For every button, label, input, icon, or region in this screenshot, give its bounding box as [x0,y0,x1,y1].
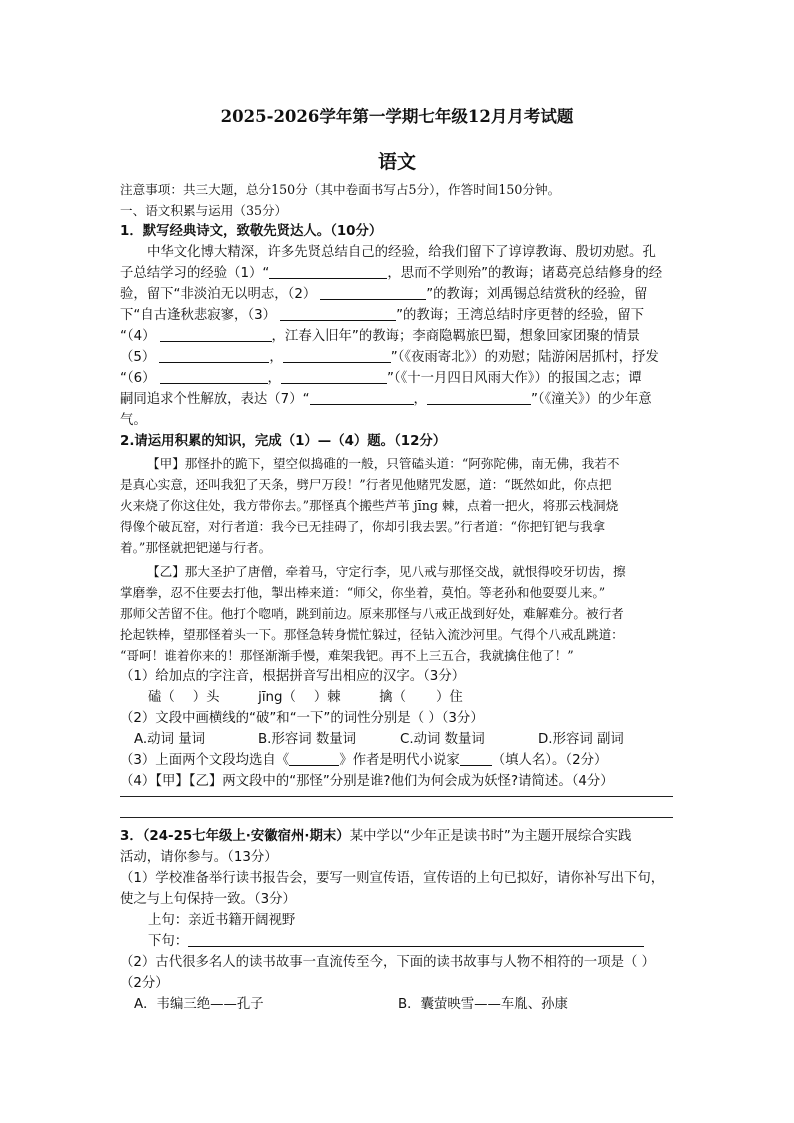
passage-yi-line: 抡起铁棒，望那怪着头一下。那怪急转身慌忙躲过，径钻入流沙河里。气得个八戒乱跳道： [120,627,624,642]
q1-stem: 1．默写经典诗文，致敬先贤达人。（10分） [120,224,383,239]
option-c[interactable]: C.动词 数量词 [400,732,485,747]
option-a[interactable]: A.动词 量词 [134,732,205,747]
q2-sub3-text: （3）上面两个文段均选自《 [120,753,290,768]
pinyin-item: ）住 [436,690,463,705]
blank-7b[interactable] [427,390,531,405]
q1-text: ，江春入旧年”的教诲；李商隐羁旅巴蜀，想象回家团聚的情景 [271,329,641,344]
q3-stem [120,827,680,847]
passage-yi-line: 【乙】那大圣护了唐僧，牵着马，守定行李，见八戒与那怪交战，就恨得咬牙切齿，擦 [147,564,626,579]
blank-6a[interactable] [160,369,268,384]
q1-line [120,348,680,368]
section-heading: 一、语文积累与运用（35分） [120,203,288,218]
answer-line[interactable] [120,817,673,818]
q3-sub2: （2）古代很多名人的读书故事一直流传至今，下面的读书故事与人物不相符的一项是（ ） [120,955,656,970]
q2-stem: 2.请运用积累的知识，完成（1）—（4）题。（12分） [120,434,447,449]
blank-4[interactable] [160,327,272,342]
q1-line [120,327,680,347]
option-b[interactable]: B．囊萤映雪——车胤、孙康 [398,997,568,1012]
q1-text: ”的教诲；刘禹锡总结赏秋的经验，留 [426,287,648,302]
q1-text: 嗣同追求个性解放，表达（7）“ [120,392,310,407]
q1-line: 中华文化博大精深，许多先贤总结自己的经验，给我们留下了谆谆教诲、殷切劝慰。孔 [147,245,656,260]
author-blank[interactable] [460,751,492,766]
q1-text: “（6） [120,371,156,386]
passage-jia-line: 【甲】那怪扑的跪下，望空似捣碓的一般，只管磕头道：“阿弥陀佛，南无佛，我若不 [147,456,620,471]
q1-text: ”（《十一月四日风雨大作》）的报国之志；谭 [386,371,642,386]
q2-sub3-text: 》作者是明代小说家 [339,753,460,768]
q1-text: ，思而不学则殆”的教诲；诸葛亮总结修身的经 [387,266,663,281]
q1-text: “（4） [120,329,156,344]
q3-sub2-cont: （2分） [120,976,169,991]
passage-yi-line: 那师父苦留不住。他打个唿哨，跳到前边。原来那怪与八戒正战到好处，难解难分。被行者 [120,606,624,621]
blank-1[interactable] [269,264,387,279]
q1-line [120,285,680,305]
pinyin-item: jīng（ [258,690,296,705]
q1-text: ， [267,371,281,386]
q1-line: 气。 [120,413,147,428]
option-d[interactable]: D.形容词 副词 [538,732,624,747]
q2-sub3-text: （填人名）。（2分） [491,753,608,768]
passage-jia-line: 是真心实意，还叫我犯了天条，劈尸万段！”行者见他赌咒发愿，道：“既然如此，你点把 [120,477,612,492]
blank-7a[interactable] [310,390,414,405]
subject-title: 语文 [377,151,416,173]
q1-line [120,264,680,284]
q3-text: 某中学以“少年正是读书时”为主题开展综合实践 [349,829,632,844]
q1-text: ”（《夜雨寄北》）的劝慰；陆游闲居抓村，抒发 [390,350,659,365]
option-b[interactable]: B.形容词 数量词 [258,732,357,747]
q1-text: 下“自古逢秋悲寂寥，（3） [120,308,277,323]
pinyin-item: 磕（ [148,690,175,705]
q2-sub1: （1）给加点的字注音，根据拼音写出相应的汉字。（3分） [120,669,466,684]
passage-jia-line: 得像个破瓦窑，对行者道：我今已无挂碍了，你却引我去罢。”行者道：“你把钉钯与我拿 [120,519,606,534]
q3-source: 3．（24-25七年级上·安徽宿州·期末） [120,829,350,844]
q2-sub4: （4）【甲】【乙】两文段中的“那怪”分别是谁?他们为何会成为妖怪?请简述。（4分） [120,774,614,789]
q2-sub2: （2）文段中画横线的“破”和“一下”的词性分别是（ ）（3分） [120,711,484,726]
book-blank[interactable] [289,751,339,766]
q1-text: 验，留下“非淡泊无以明志，（2） [120,287,317,302]
q1-line [120,369,680,389]
option-a[interactable]: A．韦编三绝——孔子 [134,997,264,1012]
q1-text: ， [413,392,427,407]
q1-text: ， [269,350,283,365]
q1-line [120,306,680,326]
q2-options [134,730,694,750]
q1-text: （5） [120,350,156,365]
q1-line [120,390,680,410]
q3-sub1-cont: 使之与上句保持一致。（3分） [120,892,296,907]
passage-yi-line: “哥呵！谁着你来的！那怪渐渐手慢，难架我钯。再不上三五合，我就擒住他了！” [120,648,574,663]
blank-5a[interactable] [159,348,269,363]
answer-line[interactable] [120,796,673,797]
q1-text: ”的教诲；王湾总结时序更替的经验，留下 [396,308,645,323]
q3-options [134,995,694,1015]
q2-sub3 [120,751,680,771]
pinyin-row [148,688,708,708]
blank-2[interactable] [320,285,426,300]
lower-line [148,932,708,952]
passage-jia-line: 着。”那怪就把钯递与行者。 [120,540,272,555]
upper-line: 上句：亲近书籍开阔视野 [148,913,296,928]
lower-blank[interactable] [188,932,644,947]
q3-sub1: （1）学校准备举行读书报告会，要写一则宣传语，宣传语的上句已拟好，请你补写出下句， [120,871,665,886]
q3-stem-cont: 活动，请你参与。（13分） [120,850,278,865]
exam-notice: 注意事项：共三大题，总分150分（其中卷面书写占5分），作答时间150分钟。 [120,182,561,197]
passage-jia-line: 火来烧了你这住处，我方带你去。”那怪真个搬些芦苇 jīng 棘，点着一把火，将那云栈洞烧 [120,498,619,513]
q1-text: ”（《潼关》）的少年意 [530,392,652,407]
lower-label: 下句： [148,934,189,949]
pinyin-item: ）棘 [313,690,341,705]
blank-6b[interactable] [281,369,387,384]
exam-title: 2025-2026学年第一学期七年级12月月考试题 [220,107,574,126]
blank-3[interactable] [280,306,396,321]
blank-5b[interactable] [283,348,391,363]
passage-yi-line: 掌磨拳，忍不住要去打他，掣出棒来道：“师父，你坐着，莫怕。等老孙和他耍耍儿来。” [120,585,606,600]
q1-text: 子总结学习的经验（1）“ [120,266,270,281]
pinyin-item: ）头 [192,690,220,705]
pinyin-item: 擒（ [379,690,407,705]
